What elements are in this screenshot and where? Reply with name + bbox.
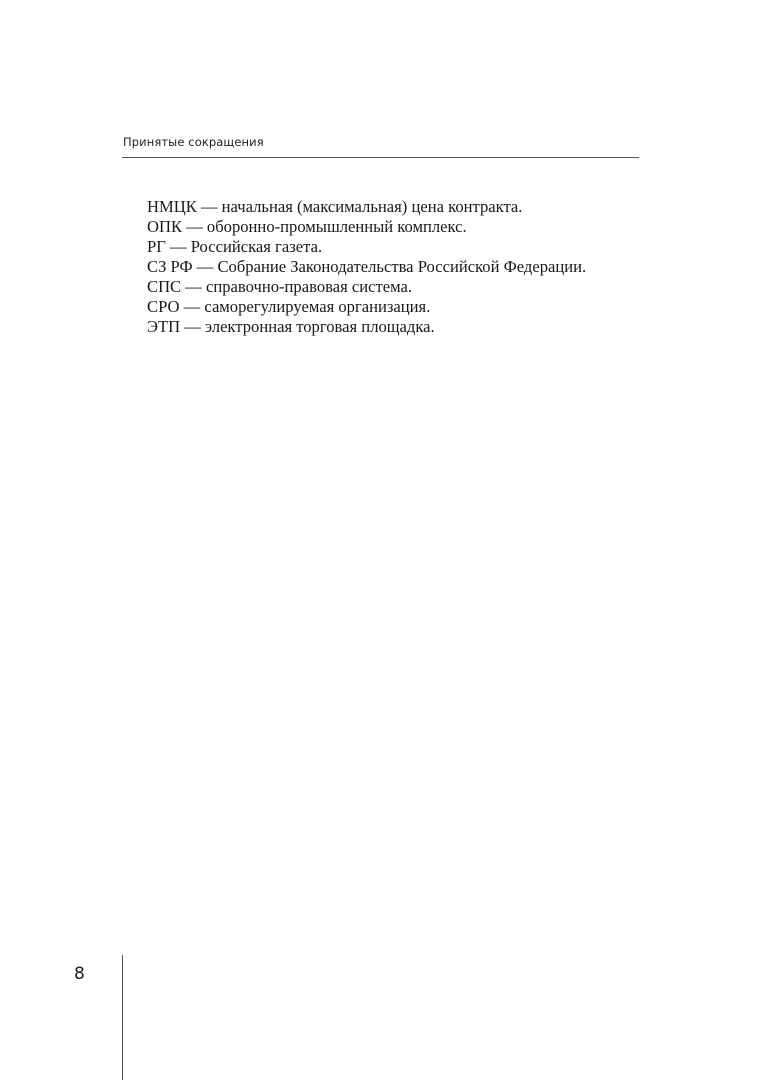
- running-head-title: Принятые сокращения: [123, 135, 264, 149]
- abbreviation-entry: РГ — Российская газета.: [147, 237, 323, 256]
- abbreviation-entry: НМЦК — начальная (максимальная) цена контракта.: [147, 197, 523, 216]
- abbreviation-entry: ОПК — оборонно-промышленный комплекс.: [147, 217, 467, 236]
- abbreviation-entry: ЭТП — электронная торговая площадка.: [147, 317, 435, 336]
- footer-rule: [122, 955, 123, 1080]
- page-number: 8: [74, 964, 85, 984]
- abbreviation-entry: СЗ РФ — Собрание Законодательства Российской Федерации.: [147, 257, 587, 276]
- abbreviation-entry: СПС — справочно-правовая система.: [147, 277, 413, 296]
- header-rule: [122, 157, 639, 158]
- abbreviation-entry: СРО — саморегулируемая организация.: [147, 297, 431, 316]
- abbreviations-list: [147, 197, 586, 337]
